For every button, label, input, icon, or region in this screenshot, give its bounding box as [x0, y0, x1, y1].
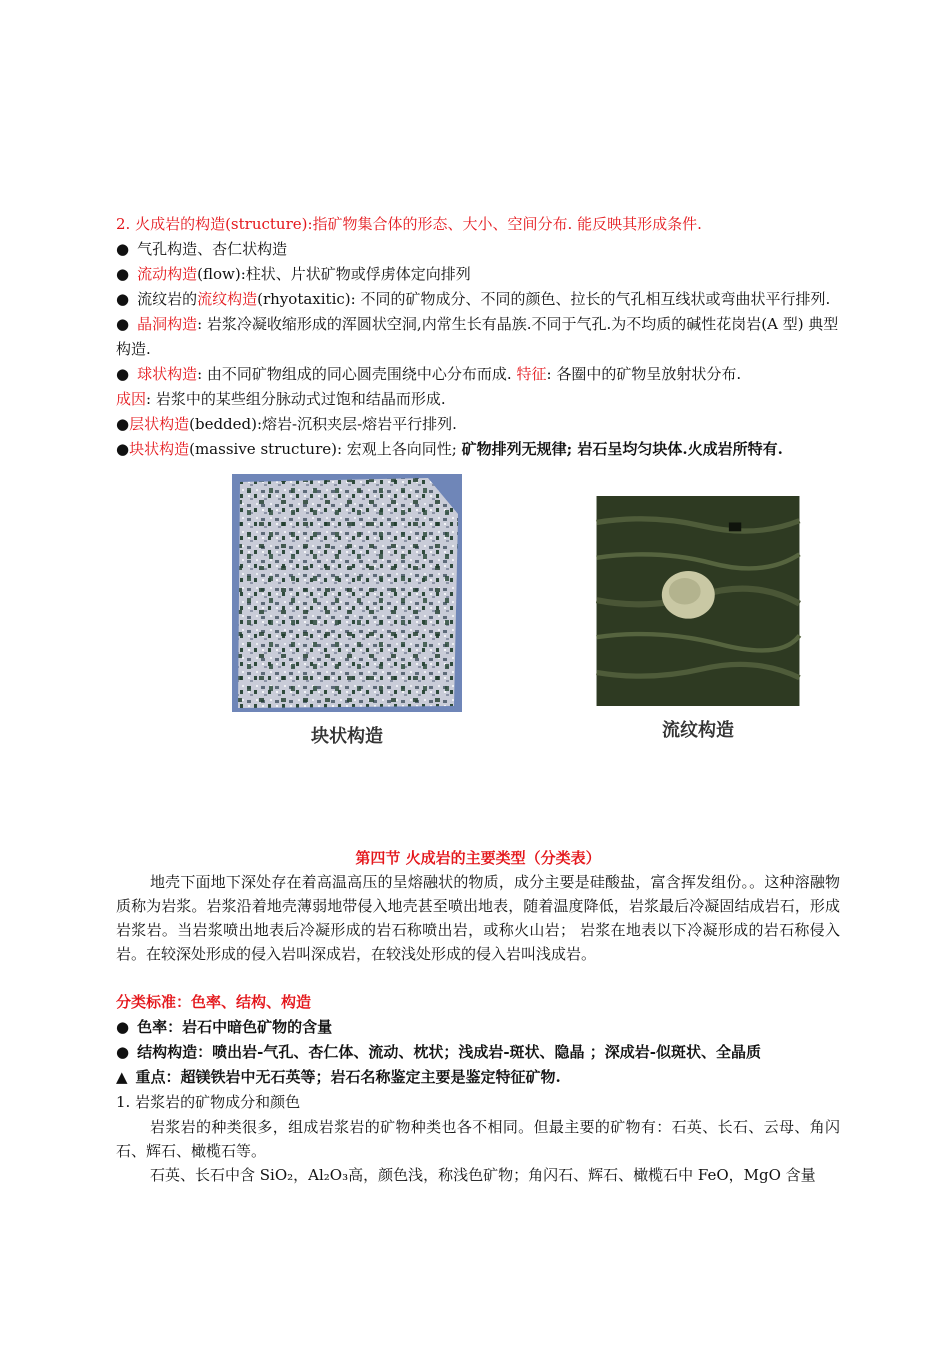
term: 层状构造 [129, 415, 190, 433]
bullet-icon: ● [116, 365, 130, 383]
bullet-icon: ● [116, 265, 130, 283]
list-item: ● 气孔构造、杏仁状构造 [116, 240, 288, 258]
term: 成因 [116, 390, 147, 408]
document-page [116, 212, 840, 1187]
bullet-icon: ● [116, 1043, 130, 1061]
classification-criteria: 分类标准：色率、结构、构造 [116, 993, 312, 1011]
list-item: ● 晶洞构造: 岩浆冷凝收缩形成的浑圆状空洞,内常生长有晶族.不同于气孔.为不均质的碱性花岗岩(A 型) 典型构造. [116, 315, 839, 358]
term: 流纹构造 [197, 290, 258, 308]
list-item: ● 色率：岩石中暗色矿物的含量 [116, 1018, 333, 1036]
list-item: ● 结构构造：喷出岩-气孔、杏仁体、流动、枕状；浅成岩-斑状、隐晶 ；深成岩-似斑状、全晶质 [116, 1043, 761, 1061]
term: 晶洞构造 [137, 315, 198, 333]
section-heading-structure: 2. 火成岩的构造(structure):指矿物集合体的形态、大小、空间分布. 能反映其形成条件. [116, 215, 702, 233]
section-title: 第四节 火成岩的主要类型（分类表） [355, 849, 601, 867]
term: 块状构造 [129, 440, 190, 458]
list-item: ●块状构造(massive structure): 宏观上各向同性; 矿物排列无规律; 岩石呈均匀块体.火成岩所特有. [116, 440, 783, 458]
term: 流动构造 [137, 265, 198, 283]
subsection-heading: 1. 岩浆岩的矿物成分和颜色 [116, 1093, 301, 1111]
paragraph: 石英、长石中含 SiO₂，Al₂O₃高，颜色浅，称浅色矿物；角闪石、辉石、橄榄石中 FeO，MgO 含量 [150, 1166, 816, 1184]
figure-caption: 流纹构造 [662, 720, 734, 741]
rhyolite-rock-image [582, 496, 814, 706]
figure-caption: 块状构造 [311, 726, 383, 747]
list-item: ● 流动构造(flow):柱状、片状矿物或俘虏体定向排列 [116, 265, 471, 283]
term: 球状构造 [137, 365, 198, 383]
bullet-icon: ● [116, 440, 130, 458]
figure-massive-structure [232, 474, 462, 748]
list-item: ▲ 重点：超镁铁岩中无石英等；岩石名称鉴定主要是鉴定特征矿物. [116, 1068, 561, 1086]
triangle-icon: ▲ [116, 1068, 128, 1086]
bullet-icon: ● [116, 240, 130, 258]
bullet-icon: ● [116, 315, 130, 333]
list-item: ● 球状构造: 由不同矿物组成的同心圆壳围绕中心分布而成. 特征: 各圈中的矿物呈放射状分布. 成因: 岩浆中的某些组分脉动式过饱和结晶而形成. [116, 365, 742, 408]
massive-rock-image [232, 474, 462, 712]
list-item: ●层状构造(bedded):熔岩-沉积夹层-熔岩平行排列. [116, 415, 457, 433]
paragraph: 岩浆岩的种类很多，组成岩浆岩的矿物种类也各不相同。但最主要的矿物有：石英、长石、云母、角闪石、辉石、橄榄石等。 [116, 1118, 840, 1160]
bullet-icon: ● [116, 415, 130, 433]
bullet-icon: ● [116, 1018, 130, 1036]
figures-row [116, 468, 840, 758]
figure-rhyolitic-structure [582, 496, 814, 742]
list-item: ● 流纹岩的流纹构造(rhyotaxitic): 不同的矿物成分、不同的颜色、拉长的气孔相互线状或弯曲状平行排列. [116, 290, 831, 308]
paragraph: 地壳下面地下深处存在着高温高压的呈熔融状的物质，成分主要是硅酸盐，富含挥发组份。。这种溶融物质称为岩浆。岩浆沿着地壳薄弱地带侵入地壳甚至喷出地表，随着温度降低，岩浆最后冷凝固结成岩石，形成岩浆岩。当岩浆喷出地表后冷凝形成的岩石称喷出岩，或称火山岩； 岩浆在地表以下冷凝形成的岩石称侵入岩。在较深处形成的侵入岩叫深成岩，在较浅处形成的侵入岩叫浅成岩。 [116, 873, 840, 963]
bullet-icon: ● [116, 290, 130, 308]
term: 特征 [516, 365, 547, 383]
